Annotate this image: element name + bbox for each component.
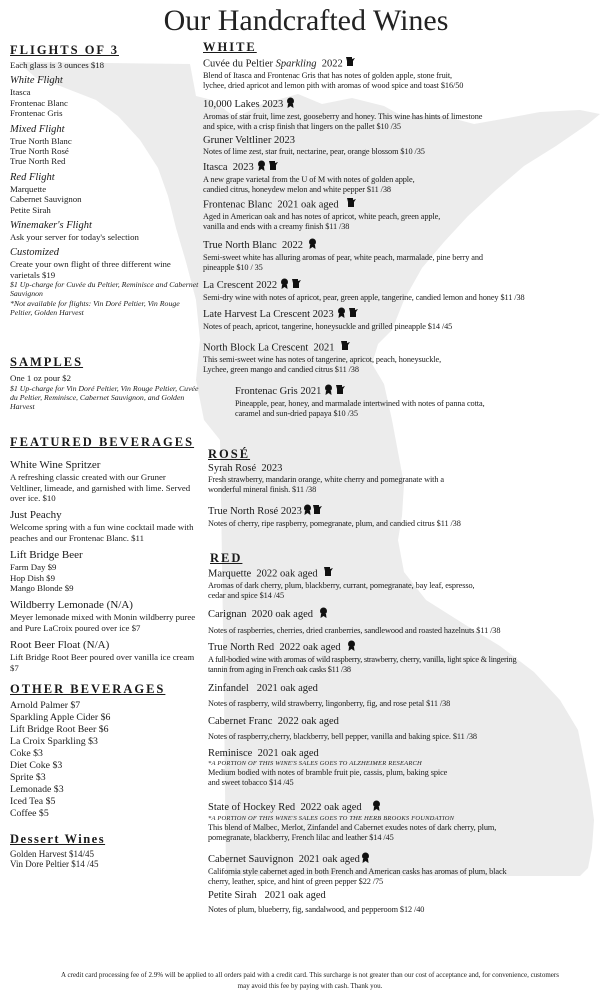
featured-item bbox=[10, 509, 200, 543]
wine-desc: Semi-sweet white has alluring aromas of pear, white peach, marmalade, pine berry and pineapple $10 / 35 bbox=[203, 253, 483, 272]
wine-desc: Notes of raspberries, cherries, dried cranberries, sandlewood and roasted hazelnuts $11 /38 bbox=[208, 626, 501, 635]
wine-name: North Block La Crescent bbox=[203, 342, 309, 354]
wine-desc: Notes of raspberry,cherry, blackberry, bell pepper, vanilla and baking spice. $11 /38 bbox=[208, 732, 477, 741]
featured-item bbox=[10, 599, 200, 633]
featured-heading: FEATURED BEVERAGES bbox=[10, 435, 195, 450]
wine-name: Itasca bbox=[203, 161, 228, 173]
award-medal-icon bbox=[286, 97, 295, 112]
wine-name: La Crescent bbox=[203, 279, 254, 291]
wine-name: Zinfandel bbox=[208, 683, 249, 694]
wine-name: Petite Sirah bbox=[208, 890, 257, 901]
other-item: La Croix Sparkling $3 bbox=[10, 735, 98, 747]
wine-name: Syrah Rosé bbox=[208, 463, 257, 474]
wine-entry bbox=[208, 890, 603, 915]
wine-desc: This semi-sweet wine has notes of tangerine, apricot, peach, honeysuckle, Lychee, green mango and candied citrus $11 /38 bbox=[203, 355, 442, 374]
other-item: Lemonade $3 bbox=[10, 783, 64, 795]
wine-desc: Pineapple, pear, honey, and marmalade intertwined with notes of panna cotta, caramel and sun-dried papaya $10 /35 bbox=[235, 399, 485, 418]
wine-year: 2022 bbox=[321, 58, 343, 70]
other-item: Sparkling Apple Cider $6 bbox=[10, 711, 111, 723]
wine-year: 2023 bbox=[262, 98, 284, 110]
wine-entry bbox=[208, 607, 603, 636]
wine-entry bbox=[203, 198, 603, 231]
wine-desc: Notes of peach, apricot, tangerine, honeysuckle and grilled pineapple $14 /45 bbox=[203, 322, 453, 331]
minnesota-grown-icon bbox=[341, 341, 350, 355]
featured-item-name: White Wine Spritzer bbox=[10, 459, 101, 472]
mixed-flight-item: True North Rosé bbox=[10, 146, 69, 157]
featured-item-desc: Farm Day $9 Hop Dish $9 Mango Blonde $9 bbox=[10, 562, 74, 593]
other-item: Iced Tea $5 bbox=[10, 795, 56, 807]
right-column bbox=[203, 40, 603, 970]
wine-name: Cuvée du Peltier bbox=[203, 58, 273, 70]
wine-name: Late Harvest La Crescent bbox=[203, 308, 310, 320]
white-flight-item: Frontenac Blanc bbox=[10, 97, 68, 108]
wine-name: Cabernet Franc bbox=[208, 716, 273, 727]
wine-entry bbox=[203, 278, 603, 303]
award-medal-icon bbox=[347, 640, 356, 655]
custom-flight-label: Customized bbox=[10, 247, 60, 259]
wine-desc: Semi-dry wine with notes of apricot, pear, green apple, tangerine, candied lemon and honey $11 /38 bbox=[203, 293, 525, 302]
charity-note: *A PORTION OF THIS WINE'S SALES GOES TO THE HERB BROOKS FOUNDATION bbox=[208, 815, 455, 822]
minnesota-grown-icon bbox=[313, 505, 322, 519]
wine-desc: California style cabernet aged in both French and American casks has aromas of plum, black cherry, leather, spice, and hint of green pepper $22 /75 bbox=[208, 867, 507, 886]
winemaker-flight-label: Winemaker's Flight bbox=[10, 220, 92, 232]
award-medal-icon bbox=[308, 238, 317, 253]
featured-item-desc: Meyer lemonade mixed with Monin wildberry puree and Pure LaCroix poured over ice $7 bbox=[10, 612, 196, 633]
wine-desc: This blend of Malbec, Merlot, Zinfandel and Cabernet exudes notes of dark cherry, plum, pomegranate, blackberry, French lilac and leather $14 /45 bbox=[208, 823, 497, 842]
custom-flight-note: $1 Up-charge for Cuvée du Peltier, Reminisce and Cabernet Sauvignon bbox=[10, 280, 199, 299]
wine-entry bbox=[208, 463, 603, 494]
wine-entry bbox=[203, 97, 603, 131]
wine-year: 2022 oak aged bbox=[277, 716, 339, 727]
wine-desc: Notes of plum, blueberry, fig, sandalwood, and pepperoom $12 /40 bbox=[208, 905, 425, 914]
minnesota-grown-icon bbox=[292, 279, 301, 293]
wine-year: 2021 oak aged bbox=[256, 683, 318, 694]
featured-item-name: Wildberry Lemonade (N/A) bbox=[10, 599, 133, 612]
award-medal-icon bbox=[280, 278, 289, 293]
minnesota-grown-icon bbox=[324, 567, 333, 581]
white-flight-item: Frontenac Gris bbox=[10, 108, 63, 119]
other-item: Sprite $3 bbox=[10, 771, 46, 783]
wine-name: Carignan bbox=[208, 608, 247, 620]
wine-year: 2021 bbox=[313, 342, 335, 354]
minnesota-grown-icon bbox=[269, 161, 278, 175]
rose-heading: ROSÉ bbox=[208, 447, 251, 461]
wine-year: 2022 oak aged bbox=[279, 641, 341, 653]
credit-card-fee-notice: A credit card processing fee of 2.9% will be applied to all orders paid with a credit card. This surcharge is not greater than our cost of acceptance and, for convenience, customers may avoid this fee by paying with cash. Thank you. bbox=[61, 971, 559, 990]
featured-item bbox=[10, 459, 200, 503]
wine-name: 10,000 Lakes bbox=[203, 98, 260, 110]
wine-entry bbox=[208, 504, 603, 529]
wine-desc: Aromas of star fruit, lime zest, gooseberry and honey. This wine has hints of limestone and spice, with a crisp finish that lingers on the pallet $10 /35 bbox=[203, 112, 483, 131]
wine-entry bbox=[203, 57, 603, 90]
wine-year: 2023 bbox=[280, 505, 302, 517]
award-medal-icon bbox=[361, 852, 370, 867]
wine-desc: Notes of cherry, ripe raspberry, pomegranate, plum, and candied citrus $11 /38 bbox=[208, 519, 461, 528]
wine-year: 2021 bbox=[300, 385, 322, 397]
red-flight-item: Cabernet Sauvignon bbox=[10, 194, 82, 205]
red-flight-label: Red Flight bbox=[10, 171, 55, 183]
other-item: Coffee $5 bbox=[10, 807, 49, 819]
wine-desc: A full-bodied wine with aromas of wild raspberry, strawberry, cherry, vanilla, light spice & lingering tannin from aging in French oak casks $11 /38 bbox=[208, 655, 517, 674]
flights-intro: Each glass is 3 ounces $18 bbox=[10, 60, 105, 70]
wine-year: 2020 oak aged bbox=[251, 608, 313, 620]
minnesota-grown-icon bbox=[347, 198, 356, 212]
charity-note: *A PORTION OF THIS WINE'S SALES GOES TO ALZHEIMER RESEARCH bbox=[208, 760, 422, 767]
wine-name: Frontenac Blanc bbox=[203, 199, 273, 211]
wine-year: 2022 oak aged bbox=[256, 568, 318, 580]
award-medal-icon bbox=[319, 607, 328, 622]
dessert-item: Vin Dore Peltier $14 /45 bbox=[10, 859, 99, 870]
white-flight-label: White Flight bbox=[10, 75, 63, 87]
samples-note: $1 Up-charge for Vin Doré Peltier, Vin Rouge Peltier, Cuvée du Peltier, Reminisce, Cabernet Sauvignon, and Golden Harvest bbox=[10, 383, 199, 411]
other-item: Coke $3 bbox=[10, 747, 43, 759]
wine-style: Sparkling bbox=[275, 58, 317, 70]
minnesota-grown-icon bbox=[349, 308, 358, 322]
wine-name: Gruner Veltliner bbox=[203, 135, 272, 146]
other-item: Diet Coke $3 bbox=[10, 759, 63, 771]
featured-item-name: Root Beer Float (N/A) bbox=[10, 639, 110, 652]
red-flight-item: Petite Sirah bbox=[10, 204, 51, 215]
wine-name: Frontenac Gris bbox=[235, 385, 298, 397]
custom-flight-note: *Not available for flights: Vin Doré Peltier, Vin Rouge Peltier, Golden Harvest bbox=[10, 298, 180, 317]
wine-entry bbox=[235, 384, 603, 418]
wine-desc: Medium bodied with notes of bramble fruit pie, cassis, plum, baking spice and sweet tobacco $14 /45 bbox=[208, 768, 448, 787]
white-flight-item: Itasca bbox=[10, 87, 31, 98]
wine-entry bbox=[203, 238, 603, 272]
award-medal-icon bbox=[337, 307, 346, 322]
wine-year: 2021 oak aged bbox=[298, 853, 360, 865]
wine-entry bbox=[208, 567, 603, 600]
wine-entry bbox=[208, 748, 603, 787]
wine-year: 2021 oak aged bbox=[277, 199, 339, 211]
wine-year: 2023 bbox=[261, 463, 283, 474]
red-heading: RED bbox=[210, 551, 243, 565]
wine-year: 2022 bbox=[256, 279, 278, 291]
featured-item-desc: Welcome spring with a fun wine cocktail made with peaches and our Frontenac Blanc. $11 bbox=[10, 522, 194, 543]
samples-text: One 1 oz pour $2 bbox=[10, 373, 72, 384]
featured-item-name: Just Peachy bbox=[10, 509, 62, 522]
samples-heading: SAMPLES bbox=[10, 355, 84, 370]
wine-name: True North Red bbox=[208, 641, 275, 653]
wine-entry bbox=[203, 135, 603, 157]
wine-year: 2023 bbox=[232, 161, 254, 173]
wine-name: State of Hockey Red bbox=[208, 801, 296, 813]
white-heading: WHITE bbox=[203, 40, 257, 54]
wine-desc: Fresh strawberry, mandarin orange, white cherry and pomegranate with a wonderful mineral finish. $11 /38 bbox=[208, 475, 444, 494]
wine-year: 2022 bbox=[281, 239, 303, 251]
wine-year: 2021 oak aged bbox=[264, 890, 326, 901]
award-medal-icon bbox=[372, 800, 381, 815]
featured-item bbox=[10, 549, 200, 593]
wine-entry bbox=[208, 716, 603, 742]
wine-year: 2021 oak aged bbox=[257, 748, 319, 759]
award-medal-icon bbox=[303, 504, 312, 519]
wine-entry bbox=[208, 640, 603, 674]
mixed-flight-label: Mixed Flight bbox=[10, 123, 65, 135]
wine-year: 2022 oak aged bbox=[300, 801, 362, 813]
wine-desc: A new grape varietal from the U of M with notes of golden apple, candied citrus, honeydew melon and white pepper $11 /38 bbox=[203, 175, 415, 194]
page-title: Our Handcrafted Wines bbox=[163, 4, 449, 37]
wine-name: Reminisce bbox=[208, 748, 253, 759]
featured-item-desc: A refreshing classic created with our Gruner Veltliner, limeade, and garnished with lime. Served over ice. $10 bbox=[10, 472, 191, 503]
wine-desc: Notes of raspberry, wild strawberry, lingonberry, fig, and rose petal $11 /38 bbox=[208, 699, 451, 708]
other-heading: OTHER BEVERAGES bbox=[10, 681, 166, 696]
dessert-heading: Dessert Wines bbox=[10, 831, 106, 846]
minnesota-grown-icon bbox=[346, 57, 355, 71]
other-item: Lift Bridge Root Beer $6 bbox=[10, 723, 109, 735]
other-list bbox=[10, 700, 200, 820]
mixed-flight-item: True North Blanc bbox=[10, 135, 72, 146]
winemaker-flight-text: Ask your server for today's selection bbox=[10, 232, 139, 243]
custom-flight-text: Create your own flight of three different wine varietals $19 bbox=[10, 259, 171, 280]
other-item: Arnold Palmer $7 bbox=[10, 699, 81, 711]
mixed-flight-item: True North Red bbox=[10, 156, 66, 167]
wine-entry bbox=[208, 800, 603, 842]
featured-item bbox=[10, 639, 200, 673]
wine-year: 2023 bbox=[312, 308, 334, 320]
wine-name: True North Blanc bbox=[203, 239, 277, 251]
red-flight-item: Marquette bbox=[10, 183, 47, 194]
wine-entry bbox=[203, 341, 603, 374]
wine-name: Cabernet Sauvignon bbox=[208, 853, 294, 865]
wine-entry bbox=[203, 307, 603, 332]
wine-name: True North Rosé bbox=[208, 505, 279, 517]
featured-item-desc: Lift Bridge Root Beer poured over vanilla ice cream $7 bbox=[10, 652, 195, 673]
wine-year: 2023 bbox=[273, 135, 295, 146]
featured-item-name: Lift Bridge Beer bbox=[10, 549, 83, 562]
wine-desc: Aromas of dark cherry, plum, blackberry, currant, pomegranate, bay leaf, espresso, cedar and spice $14 /45 bbox=[208, 581, 475, 600]
flights-heading: FLIGHTS OF 3 bbox=[10, 43, 119, 57]
wine-entry bbox=[203, 160, 603, 194]
wine-desc: Blend of Itasca and Frontenac Gris that has notes of golden apple, stone fruit, lychee, dried apricot and lemon pith with aromas of wood spice and toast $16/50 bbox=[203, 71, 464, 90]
wine-entry bbox=[208, 683, 603, 709]
minnesota-grown-icon bbox=[336, 385, 345, 399]
left-column bbox=[10, 43, 200, 870]
wine-name: Marquette bbox=[208, 568, 252, 580]
dessert-item: Golden Harvest $14/45 bbox=[10, 848, 94, 859]
wine-desc: Notes of lime zest, star fruit, nectarine, pear, orange blossom $10 /35 bbox=[203, 147, 425, 156]
wine-entry bbox=[208, 852, 603, 886]
award-medal-icon bbox=[324, 384, 333, 399]
wine-desc: Aged in American oak and has notes of apricot, white peach, green apple, vanilla and ends with a creamy finish $11 /38 bbox=[203, 212, 441, 231]
award-medal-icon bbox=[257, 160, 266, 175]
